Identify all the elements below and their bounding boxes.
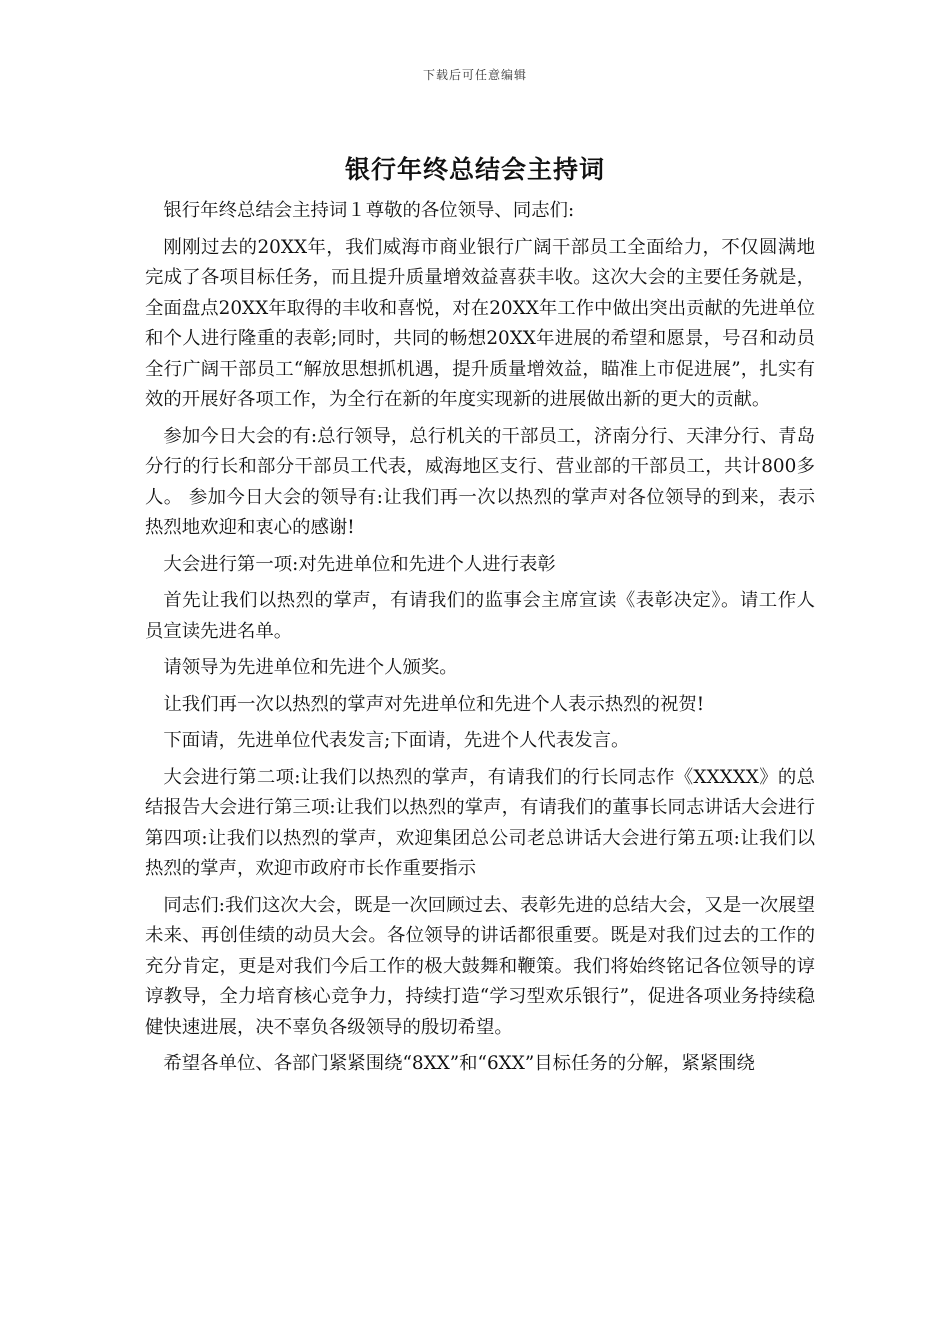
paragraph-congratulations: 让我们再一次以热烈的掌声对先进单位和先进个人表示热烈的祝贺! [163,693,705,715]
paragraph-attendees: 参加今日大会的有:总行领导，总行机关的干部员工，济南分行、天津分行、青岛分行的行长和部分干部员工代表，威海地区支行、营业部的干部员工，共计800多人。 参加今日大会的领导有:让我们再一次以热烈的掌声对各位领导的到来，表示热烈地欢迎和衷心的感谢! [145,425,815,538]
paragraph-speeches: 下面请，先进单位代表发言;下面请，先进个人代表发言。 [163,730,630,751]
paragraph-awards: 请领导为先进单位和先进个人颁奖。 [163,657,458,678]
paragraph-item-one: 大会进行第一项:对先进单位和先进个人进行表彰 [163,553,556,575]
header-note: 下载后可任意编辑 [422,68,527,82]
document-body [145,196,815,1086]
paragraph-greeting: 银行年终总结会主持词１尊敬的各位领导、同志们: [163,200,575,221]
paragraph-commendation: 首先让我们以热烈的掌声，有请我们的监事会主席宣读《表彰决定》。请工作人员宣读先进名单。 [145,590,815,642]
document-title: 银行年终总结会主持词 [344,155,605,184]
paragraph-hopes: 希望各单位、各部门紧紧围绕“8XX”和“6XX”目标任务的分解，紧紧围绕 [163,1053,755,1074]
paragraph-items-two-to-five: 大会进行第二项:让我们以热烈的掌声，有请我们的行长同志作《XXXXX》的总结报告大会进行第三项:让我们以热烈的掌声，有请我们的董事长同志讲话大会进行第四项:让我们以热烈的掌声，欢迎集团总公司老总讲话大会进行第五项:让我们以热烈的掌声，欢迎市政府市长作重要指示 [145,766,815,879]
paragraph-closing-remarks: 同志们:我们这次大会，既是一次回顾过去、表彰先进的总结大会，又是一次展望未来、再创佳绩的动员大会。各位领导的讲话都很重要。既是对我们过去的工作的充分肯定，更是对我们今后工作的极大鼓舞和鞭策。我们将始终铭记各位领导的谆谆教导，全力培育核心竞争力，持续打造“学习型欢乐银行”，促进各项业务持续稳健快速进展，决不辜负各级领导的殷切希望。 [145,894,815,1038]
paragraph-review: 刚刚过去的20XX年，我们威海市商业银行广阔干部员工全面给力，不仅圆满地完成了各项目标任务，而且提升质量增效益喜获丰收。这次大会的主要任务就是，全面盘点20XX年取得的丰收和喜悦，对在20XX年工作中做出突出贡献的先进单位和个人进行隆重的表彰;同时，共同的畅想20XX年进展的希望和愿景，号召和动员全行广阔干部员工“解放思想抓机遇，提升质量增效益，瞄准上市促进展”，扎实有效的开展好各项工作，为全行在新的年度实现新的进展做出新的更大的贡献。 [145,236,815,410]
